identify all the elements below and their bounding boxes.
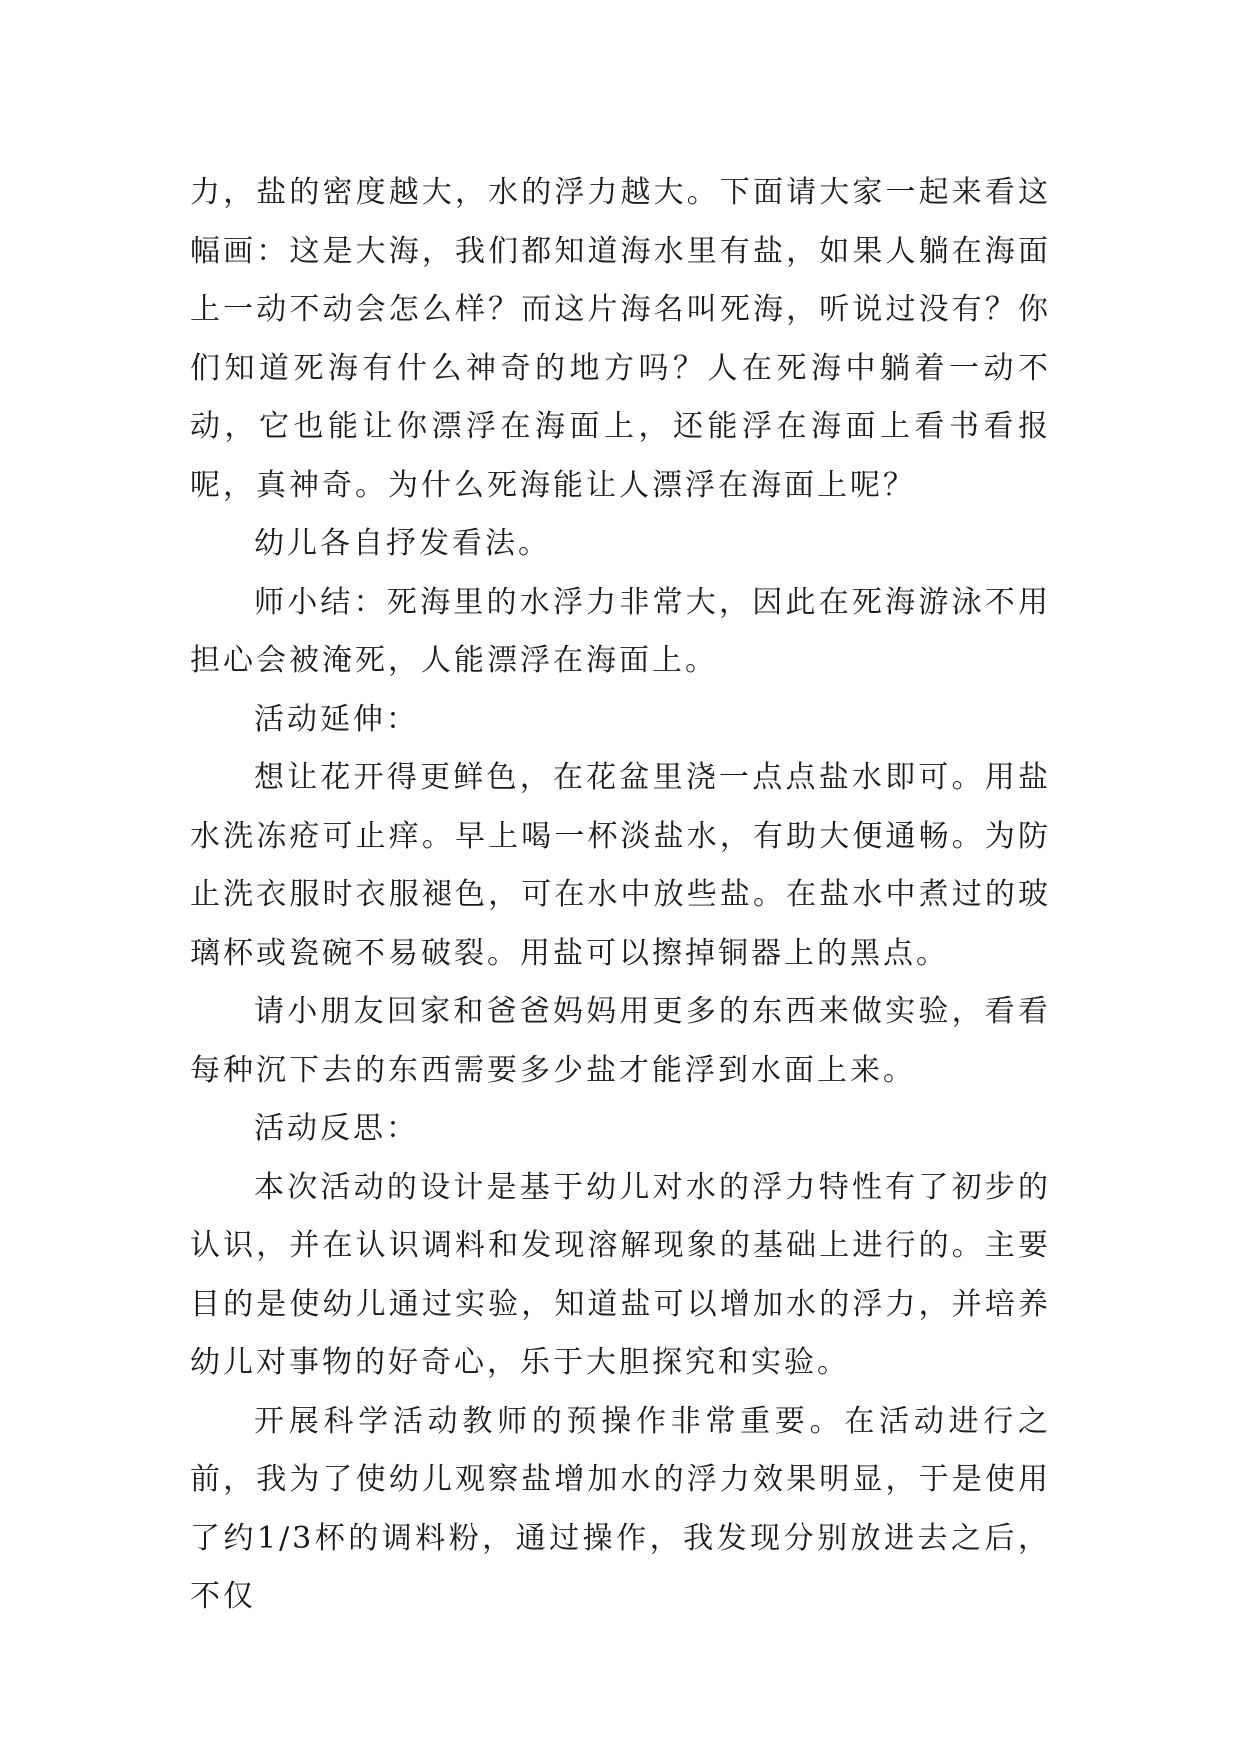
paragraph-5: 想让花开得更鲜色，在花盆里浇一点点盐水即可。用盐水洗冻疮可止痒。早上喝一杯淡盐水，有助大便通畅。为防止洗衣服时衣服褪色，可在水中放些盐。在盐水中煮过的玻璃杯或瓷碗不易破裂。用盐可以擦掉铜器上的黑点。: [190, 760, 1051, 971]
paragraph-9: 开展科学活动教师的预操作非常重要。在活动进行之前，我为了使幼儿观察盐增加水的浮力效果明显，于是使用了约1/3杯的调料粉，通过操作，我发现分别放进去之后，不仅: [190, 1403, 1051, 1614]
paragraph-6: 请小朋友回家和爸爸妈妈用更多的东西来做实验，看看每种沉下去的东西需要多少盐才能浮到水面上来。: [190, 994, 1051, 1088]
section-heading-extension: 活动延伸：: [254, 701, 419, 737]
paragraph-2: 幼儿各自抒发看法。: [254, 526, 551, 561]
paragraph-8: 本次活动的设计是基于幼儿对水的浮力特性有了初步的认识，并在认识调料和发现溶解现象的基础上进行的。主要目的是使幼儿通过实验，知道盐可以增加水的浮力，并培养幼儿对事物的好奇心，乐于大胆探究和实验。: [190, 1169, 1051, 1380]
section-heading-reflection: 活动反思：: [254, 1111, 419, 1146]
paragraph-3: 师小结：死海里的水浮力非常大，因此在死海游泳不用担心会被淹死，人能漂浮在海面上。: [190, 584, 1051, 678]
document-body: [190, 164, 1051, 1627]
paragraph-1: 力，盐的密度越大，水的浮力越大。下面请大家一起来看这幅画：这是大海，我们都知道海水里有盐，如果人躺在海面上一动不动会怎么样？而这片海名叫死海，听说过没有？你们知道死海有什么神奇的地方吗？人在死海中躺着一动不动，它也能让你漂浮在海面上，还能浮在海面上看书看报呢，真神奇。为什么死海能让人漂浮在海面上呢？: [190, 175, 1051, 503]
